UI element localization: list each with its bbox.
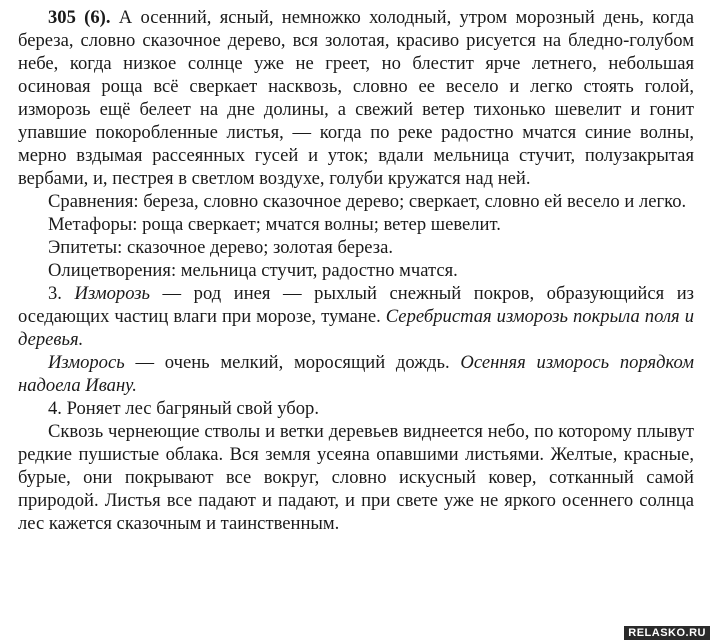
- epithets-line: Эпитеты: сказочное дерево; золотая береза.: [48, 237, 393, 258]
- exercise-paragraph: [18, 6, 694, 190]
- task4-heading: 4. Роняет лес багряный свой убор.: [48, 398, 319, 419]
- exercise-text: А осенний, ясный, немножко холодный, утром морозный день, когда береза, словно сказочное дерево, вся золотая, красиво рисуется на бледно-голубом небе, когда низкое солнце уже не греет, но блестит ярче летнего, небольшая осиновая роща всё сверкает насквозь, словно ее весело и легко стоять голой, изморозь ещё белеет на дне долины, а свежий ветер тихонько шевелит и гонит упавшие покоробленные листья, — когда по реке радостно мчатся синие волны, мерно вздымая рассеянных гусей и уток; вдали мельница стучит, полузакрытая вербами, и, пестрея в светлом воздухе, голуби кружатся над ней.: [18, 7, 694, 189]
- definition-izmoros: — очень мелкий, моросящий дождь.: [124, 352, 461, 373]
- watermark: RELASKO.RU: [624, 626, 710, 640]
- example-izmoroz: Серебристая изморозь покрыла поля и деревья.: [18, 306, 694, 350]
- term-izmoroz: Изморозь: [74, 283, 150, 304]
- document-text: [18, 6, 694, 535]
- task3-paragraph-2: [18, 351, 694, 397]
- task3-prefix: 3.: [48, 283, 75, 304]
- comparisons-line: Сравнения: береза, словно сказочное дерево; сверкает, словно ей весело и легко.: [48, 191, 687, 212]
- example-izmoros: Осенняя изморось порядком надоела Ивану.: [18, 352, 695, 396]
- term-izmoros: Изморось: [48, 352, 125, 373]
- personification-line: Олицетворения: мельница стучит, радостно мчатся.: [48, 260, 458, 281]
- task3-paragraph: [18, 282, 694, 351]
- metaphors-line: Метафоры: роща сверкает; мчатся волны; ветер шевелит.: [48, 214, 501, 235]
- task4-text: Сквозь чернеющие стволы и ветки деревьев виднеется небо, по которому плывут редкие пушистые облака. Вся земля усеяна опавшими листьями. Желтые, красные, бурые, они покрывают все вокруг, словно искусный ковер, сотканный самой природой. Листья все падают и падают, и при свете уже не яркого осеннего солнца лес кажется сказочным и таинственным.: [18, 421, 694, 534]
- exercise-number: 305 (6).: [48, 7, 111, 28]
- definition-izmoroz: — род инея — рыхлый снежный покров, образующийся из оседающих частиц влаги при морозе, тумане.: [18, 283, 695, 327]
